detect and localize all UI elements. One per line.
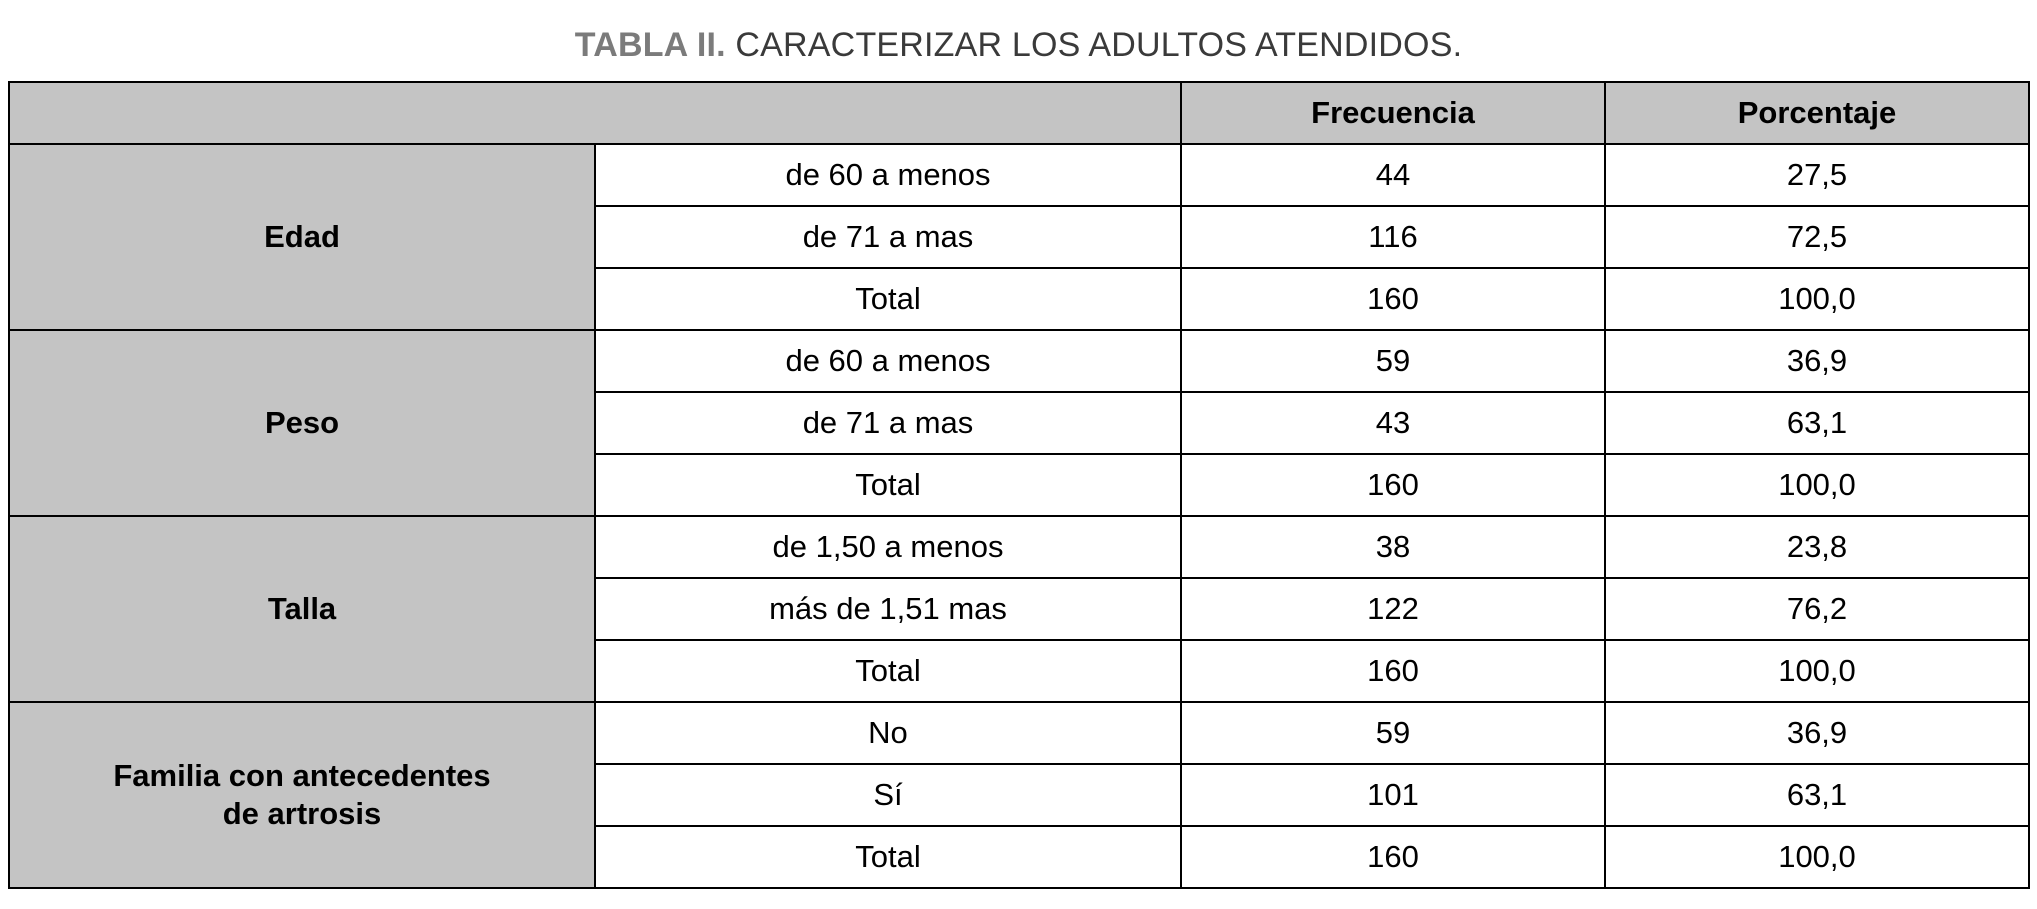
percentage-cell: 63,1 bbox=[1605, 764, 2029, 826]
category-cell: de 71 a mas bbox=[595, 392, 1181, 454]
frequency-cell: 59 bbox=[1181, 330, 1605, 392]
frequency-cell: 160 bbox=[1181, 268, 1605, 330]
percentage-cell: 100,0 bbox=[1605, 454, 2029, 516]
frequency-cell: 160 bbox=[1181, 640, 1605, 702]
frequency-cell: 101 bbox=[1181, 764, 1605, 826]
column-header-frecuencia: Frecuencia bbox=[1181, 82, 1605, 144]
frequency-cell: 160 bbox=[1181, 454, 1605, 516]
table-row bbox=[9, 702, 2029, 764]
column-header-blank bbox=[9, 82, 1181, 144]
percentage-cell: 100,0 bbox=[1605, 268, 2029, 330]
category-cell: de 1,50 a menos bbox=[595, 516, 1181, 578]
category-cell: Total bbox=[595, 640, 1181, 702]
frequency-cell: 44 bbox=[1181, 144, 1605, 206]
percentage-cell: 36,9 bbox=[1605, 330, 2029, 392]
table-title bbox=[0, 0, 2037, 81]
percentage-cell: 100,0 bbox=[1605, 640, 2029, 702]
frequency-cell: 59 bbox=[1181, 702, 1605, 764]
percentage-cell: 27,5 bbox=[1605, 144, 2029, 206]
table-header bbox=[9, 82, 2029, 144]
table-body bbox=[9, 144, 2029, 888]
group-label-edad: Edad bbox=[9, 144, 595, 330]
percentage-cell: 23,8 bbox=[1605, 516, 2029, 578]
frequency-cell: 116 bbox=[1181, 206, 1605, 268]
category-cell: de 71 a mas bbox=[595, 206, 1181, 268]
group-label-line-1: Familia con antecedentes bbox=[113, 758, 491, 794]
percentage-cell: 63,1 bbox=[1605, 392, 2029, 454]
category-cell: de 60 a menos bbox=[595, 144, 1181, 206]
table-number-label: TABLA II. bbox=[574, 26, 726, 64]
category-cell: más de 1,51 mas bbox=[595, 578, 1181, 640]
frequency-cell: 122 bbox=[1181, 578, 1605, 640]
category-cell: Total bbox=[595, 454, 1181, 516]
category-cell: Total bbox=[595, 268, 1181, 330]
table-row bbox=[9, 516, 2029, 578]
percentage-cell: 36,9 bbox=[1605, 702, 2029, 764]
frequency-cell: 160 bbox=[1181, 826, 1605, 888]
group-label-familia-antecedentes bbox=[9, 702, 595, 888]
category-cell: de 60 a menos bbox=[595, 330, 1181, 392]
table-row bbox=[9, 330, 2029, 392]
group-label-talla: Talla bbox=[9, 516, 595, 702]
table-caption-label: CARACTERIZAR LOS ADULTOS ATENDIDOS. bbox=[735, 26, 1463, 64]
percentage-cell: 76,2 bbox=[1605, 578, 2029, 640]
category-cell: No bbox=[595, 702, 1181, 764]
frequency-cell: 43 bbox=[1181, 392, 1605, 454]
percentage-cell: 72,5 bbox=[1605, 206, 2029, 268]
percentage-cell: 100,0 bbox=[1605, 826, 2029, 888]
group-label-line-2: de artrosis bbox=[222, 796, 382, 831]
table-header-row bbox=[9, 82, 2029, 144]
column-header-porcentaje: Porcentaje bbox=[1605, 82, 2029, 144]
category-cell: Total bbox=[595, 826, 1181, 888]
frequency-cell: 38 bbox=[1181, 516, 1605, 578]
characterization-table bbox=[8, 81, 2030, 889]
table-row bbox=[9, 144, 2029, 206]
group-label-peso: Peso bbox=[9, 330, 595, 516]
category-cell: Sí bbox=[595, 764, 1181, 826]
